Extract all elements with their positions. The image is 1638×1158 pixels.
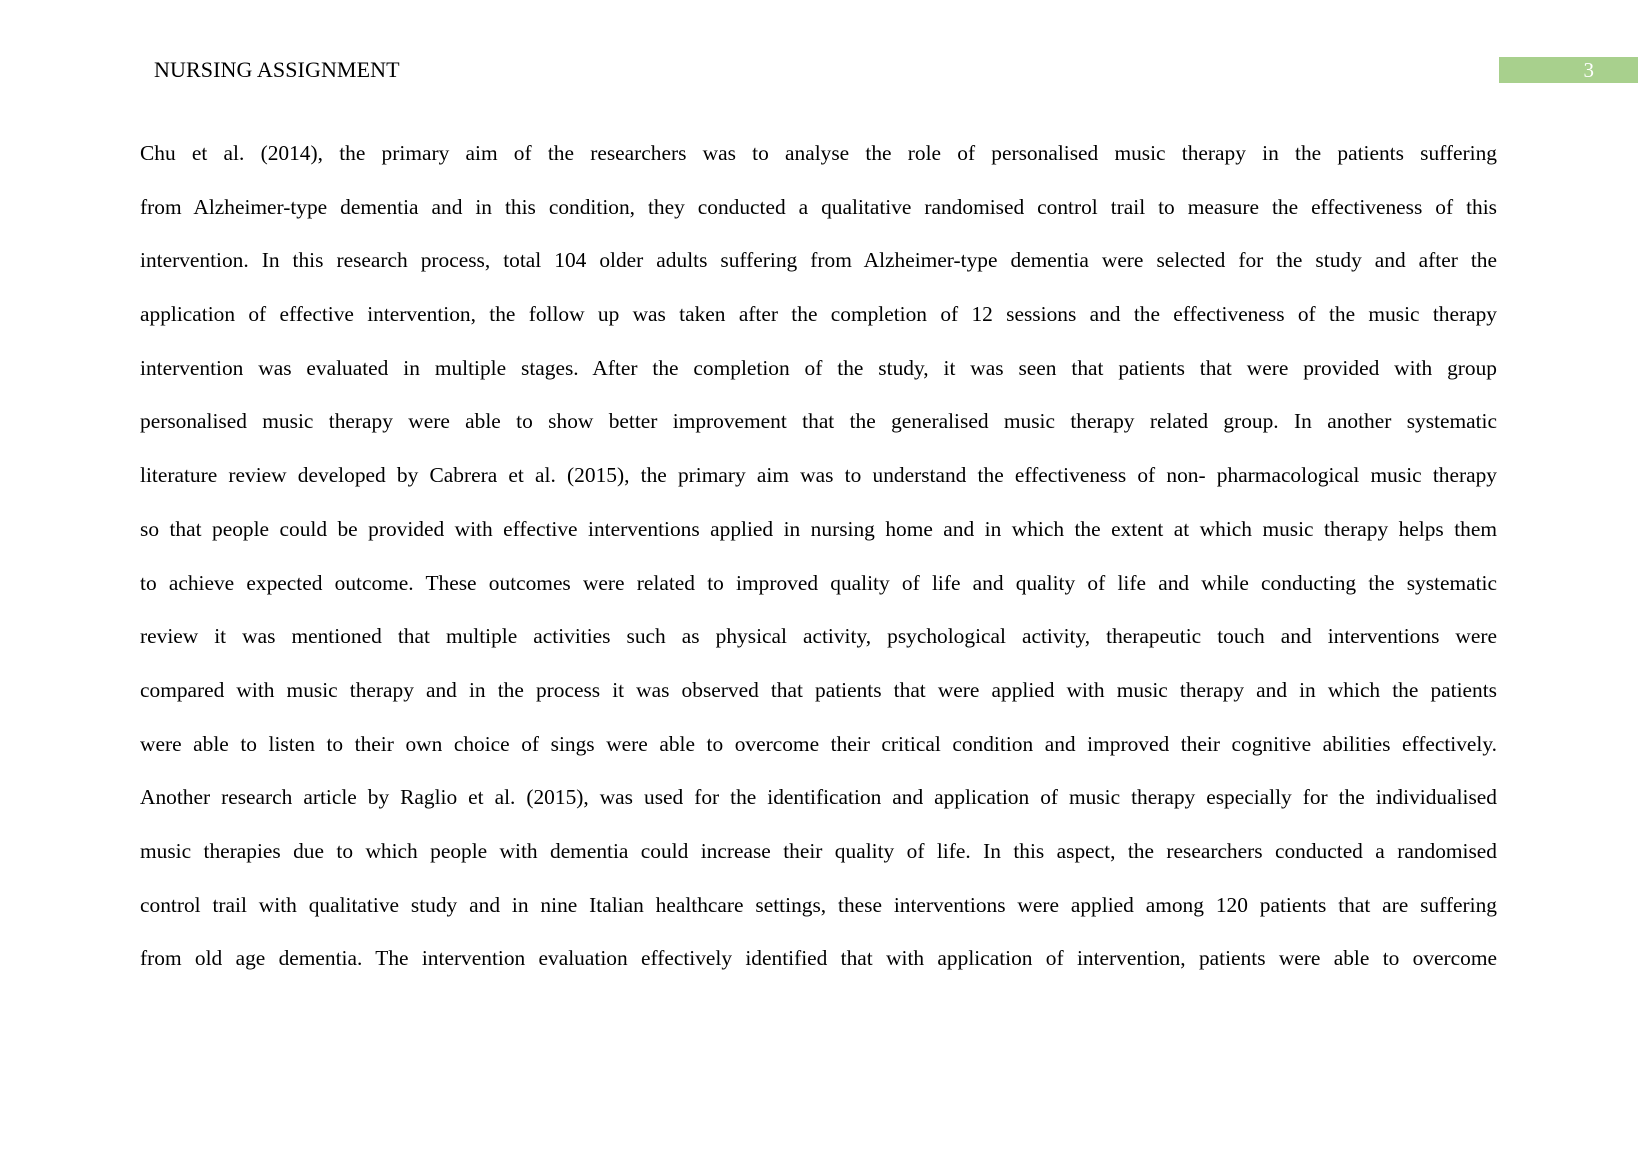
text-line: to achieve expected outcome. These outcomes were related to improved quality of life and quality of life and while conducting the systematic — [140, 570, 1497, 595]
text-line: intervention. In this research process, total 104 older adults suffering from Alzheimer-type dementia were selected for the study and after the — [140, 248, 1497, 273]
text-line: music therapies due to which people with dementia could increase their quality of life. In this aspect, the researchers conducted a randomised — [140, 838, 1497, 863]
text-line: Chu et al. (2014), the primary aim of the researchers was to analyse the role of personalised music therapy in the patients suffering — [140, 141, 1497, 165]
text-line: so that people could be provided with effective interventions applied in nursing home and in which the extent at which music therapy helps them — [140, 516, 1497, 541]
text-line: application of effective intervention, the follow up was taken after the completion of 12 sessions and the effectiveness of the music therapy — [140, 302, 1497, 327]
page-number: 3 — [1583, 58, 1594, 82]
text-line: control trail with qualitative study and in nine Italian healthcare settings, these interventions were applied among 120 patients that are suffering — [140, 892, 1497, 917]
text-line: from old age dementia. The intervention evaluation effectively identified that with application of intervention, patients were able to overcome — [140, 946, 1497, 971]
text-line: compared with music therapy and in the process it was observed that patients that were applied with music therapy and in which the patients — [140, 677, 1497, 702]
page-number-bar — [1499, 57, 1638, 83]
text-line: Another research article by Raglio et al. (2015), was used for the identification and application of music therapy especially for the individualised — [140, 785, 1497, 810]
text-line: personalised music therapy were able to show better improvement that the generalised music therapy related group. In another systematic — [140, 409, 1497, 434]
body-paragraph — [140, 127, 1497, 986]
text-line: review it was mentioned that multiple activities such as physical activity, psychological activity, therapeutic touch and interventions were — [140, 624, 1497, 649]
text-line: from Alzheimer-type dementia and in this condition, they conducted a qualitative randomised control trail to measure the effectiveness of this — [140, 194, 1497, 219]
text-line: intervention was evaluated in multiple stages. After the completion of the study, it was seen that patients that were provided with group — [140, 355, 1497, 380]
text-line: literature review developed by Cabrera et al. (2015), the primary aim was to understand the effectiveness of non- pharmacological music therapy — [140, 463, 1497, 488]
running-head: NURSING ASSIGNMENT — [154, 57, 400, 82]
text-line: were able to listen to their own choice of sings were able to overcome their critical condition and improved their cognitive abilities effectively. — [140, 731, 1497, 756]
